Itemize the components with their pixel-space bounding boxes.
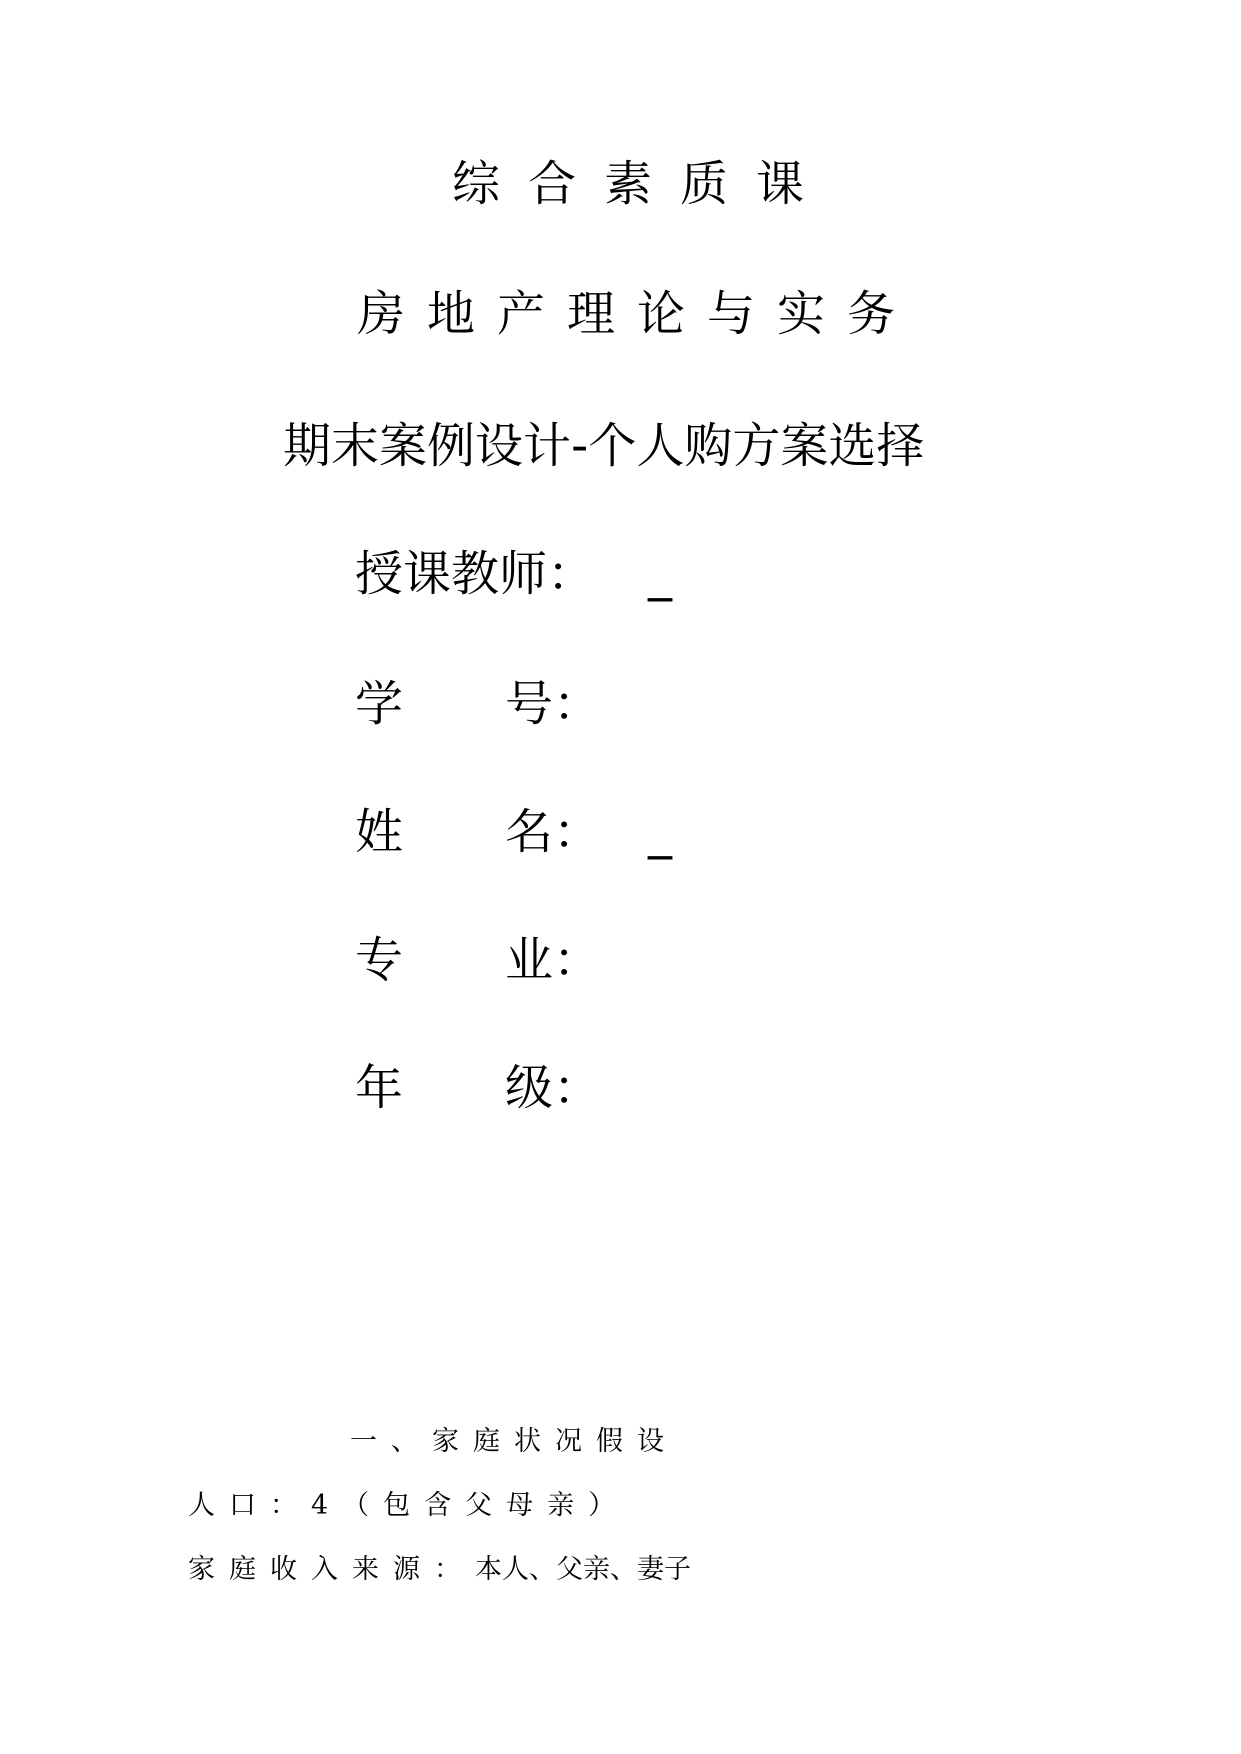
student-id-field bbox=[355, 676, 755, 732]
income-label: 家庭收入来源： bbox=[188, 1554, 475, 1585]
course-type-title: 综合素质课 bbox=[452, 156, 833, 212]
grade-label-part2: 级： bbox=[505, 1060, 602, 1116]
name-label-part1: 姓 bbox=[355, 804, 404, 860]
population-line bbox=[188, 1492, 629, 1519]
teacher-label: 授课教师： bbox=[355, 546, 596, 602]
assignment-title: 期末案例设计-个人购方案选择 bbox=[283, 418, 925, 474]
major-label-part2: 业： bbox=[505, 932, 602, 988]
population-label: 人口： bbox=[188, 1490, 311, 1521]
name-value: _ bbox=[648, 804, 672, 860]
grade-label-part1: 年 bbox=[355, 1060, 404, 1116]
income-line bbox=[188, 1556, 691, 1583]
name-field bbox=[355, 804, 755, 860]
major-label-part1: 专 bbox=[355, 932, 404, 988]
major-field bbox=[355, 932, 755, 988]
student-id-label-part2: 号： bbox=[505, 676, 602, 732]
student-id-label-part1: 学 bbox=[355, 676, 404, 732]
teacher-value: _ bbox=[648, 546, 672, 602]
population-value: 4（包含父母亲） bbox=[311, 1490, 630, 1521]
name-label-part2: 名： bbox=[505, 804, 602, 860]
course-name-title: 房地产理论与实务 bbox=[357, 286, 918, 342]
income-value: 本人、父亲、妻子 bbox=[475, 1554, 691, 1585]
section1-heading: 一、家庭状况假设 bbox=[350, 1426, 678, 1457]
grade-field bbox=[355, 1060, 755, 1116]
teacher-field bbox=[355, 546, 755, 602]
